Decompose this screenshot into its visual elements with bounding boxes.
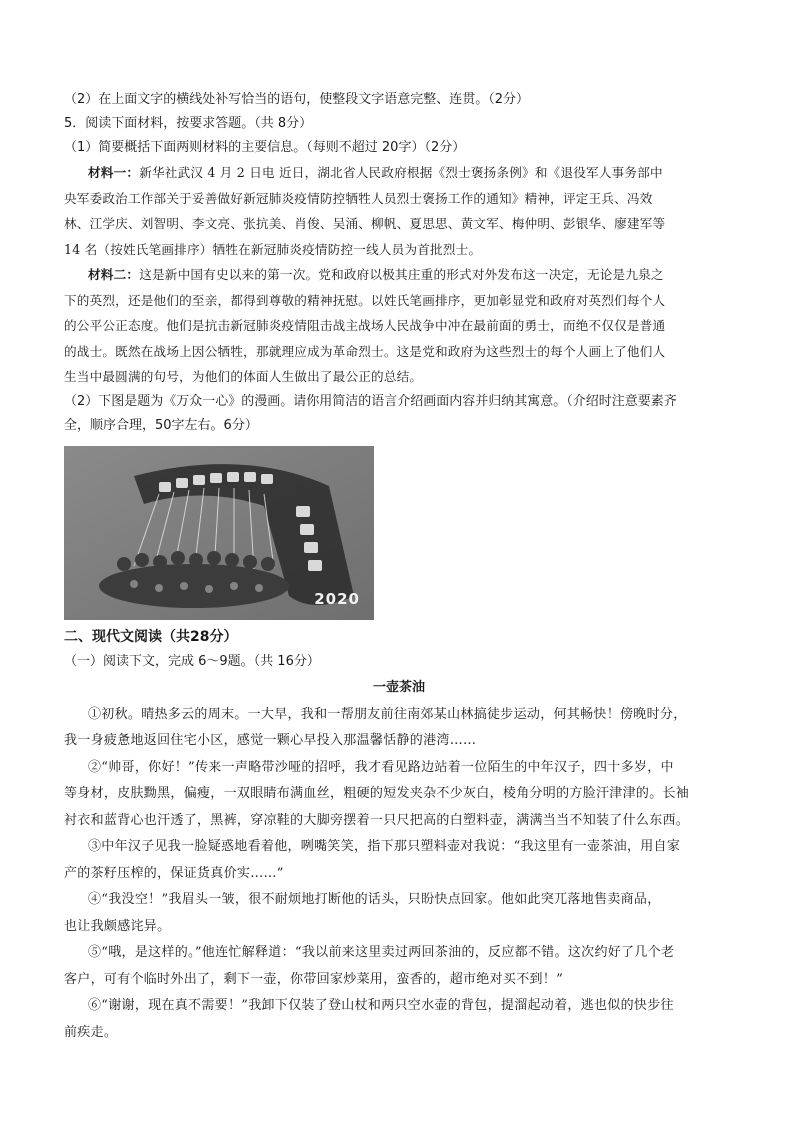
article-line: 也让我颇感诧异。 <box>64 918 171 934</box>
material-two-line: 下的英烈，还是他们的至亲，都得到尊敬的精神抚慰。以姓氏笔画排序，更加彰显党和政府对英烈们每个人 <box>64 292 666 308</box>
cartoon-image <box>64 446 374 620</box>
question-5-part-2-line: （2）下图是题为《万众一心》的漫画。请你用简洁的语言介绍画面内容并归纳其寓意。（介绍时注意要素齐 <box>64 393 677 409</box>
article-line: 我一身疲惫地返回住宅小区，感觉一颗心早投入那温馨恬静的港湾…… <box>64 733 477 748</box>
article-title: 一壶茶油 <box>372 679 425 695</box>
material-two-line: 这是新中国有史以来的第一次。党和政府以极其庄重的形式对外发布这一决定，无论是九泉之 <box>139 267 664 282</box>
article-line: 衬衣和蓝背心也汗透了，黑裤，穿凉鞋的大脚旁摆着一只尺把高的白塑料壶，满满当当不知装了什么东西。 <box>64 812 690 828</box>
article-line: 产的茶籽压榨的，保证货真价实……” <box>64 865 284 881</box>
material-two-label: 材料二： <box>88 267 140 282</box>
article-line: 客户，可有个临时外出了，剩下一壶，你带回家炒菜用，蛮香的，超市绝对买不到！” <box>64 971 564 987</box>
material-one-line: 14 名（按姓氏笔画排序）牺牲在新冠肺炎疫情防控一线人员为首批烈士。 <box>64 241 482 257</box>
question-5-title: 5．阅读下面材料，按要求答题。（共 8分） <box>64 116 313 131</box>
article-body <box>64 702 734 1047</box>
question-4-part-2: （2）在上面文字的横线处补写恰当的语句，使整段文字语意完整、连贯。（2分） <box>64 92 530 107</box>
question-5-part-2-line: 全，顺序合理，50字左右。6分） <box>64 417 258 433</box>
material-one-line: 林、江学庆、刘智明、李文亮、张抗美、肖俊、吴涌、柳帆、夏思思、黄文军、梅仲明、彭银华、廖建军等 <box>64 216 666 231</box>
material-one-line: 新华社武汉 4 月 2 日电 近日，湖北省人民政府根据《烈士褒扬条例》和《退役军人事务部中 <box>139 165 663 180</box>
material-two-line: 的战士。既然在战场上因公牺牲，那就理应成为革命烈士。这是党和政府为这些烈士的每个人画上了他们人 <box>64 343 666 359</box>
article-line: 前疾走。 <box>64 1024 118 1040</box>
material-one-line: 央军委政治工作部关于妥善做好新冠肺炎疫情防控牺牲人员烈士褒扬工作的通知》精神，评定王兵、冯效 <box>64 190 653 206</box>
article-line: ④“我没空！”我眉头一皱，很不耐烦地打断他的话头，只盼快点回家。他如此突兀落地售卖商品， <box>88 892 661 907</box>
material-one <box>64 160 734 262</box>
article-line: ⑤“哦，是这样的。”他连忙解释道：“我以前来这里卖过两回茶油的，反应都不错。这次约好了几个老 <box>88 945 675 960</box>
section-2-title: 二、现代文阅读（共28分） <box>64 628 238 645</box>
question-5-part-1: （1）简要概括下面两则材料的主要信息。（每则不超过 20字）（2分） <box>64 140 466 155</box>
article-line: ②“帅哥，你好！”传来一声略带沙哑的招呼，我才看见路边站着一位陌生的中年汉子，四十多岁，中 <box>88 759 674 775</box>
document-page <box>64 88 734 1046</box>
material-two-line: 生当中最圆满的句号，为他们的体面人生做出了最公正的总结。 <box>64 369 423 384</box>
material-two-line: 的公平公正态度。他们是抗击新冠肺炎疫情阻击战主战场人民战争中冲在最前面的勇士，而绝不仅仅是普通 <box>64 318 666 333</box>
article-line: ⑥“谢谢，现在真不需要！”我卸下仅装了登山杖和两只空水壶的背包，提溜起动着，逃也似的快步往 <box>88 998 674 1013</box>
article-line: ①初秋。晴热多云的周末。一大早，我和一帮朋友前往南郊某山林搞徒步运动，何其畅快！傍晚时分， <box>88 706 687 722</box>
article-line: ③中年汉子见我一脸疑惑地看着他，咧嘴笑笑，指下那只塑料壶对我说：“我这里有一壶茶油，用自家 <box>88 839 681 854</box>
subsection-1-instruction: （一）阅读下文，完成 6～9题。（共 16分） <box>64 653 320 669</box>
article-line: 等身材，皮肤黝黑，偏瘦，一双眼睛布满血丝，粗硬的短发夹杂不少灰白，棱角分明的方脸汗津津的。长袖 <box>64 786 690 801</box>
cartoon-year: 2020 <box>314 589 360 608</box>
material-one-label: 材料一： <box>88 165 140 180</box>
material-two <box>64 262 734 390</box>
